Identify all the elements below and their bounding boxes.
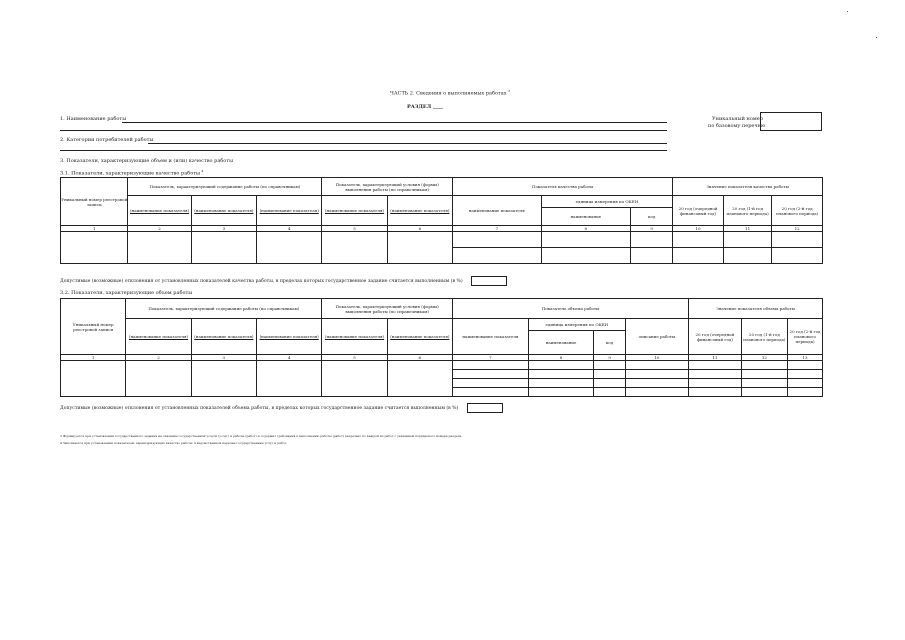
v-group-volume: Показатель объема работы xyxy=(452,299,688,319)
q-sub-name: (наименование показателя) xyxy=(257,196,322,226)
v-group-content: Показатель, характеризующий содержание работы (по справочникам) xyxy=(126,299,322,319)
quality-table xyxy=(60,177,823,264)
v-num: 7 xyxy=(452,355,528,361)
v-sub-name: (наименование показателя) xyxy=(191,319,256,355)
work-name-line-2 xyxy=(60,130,667,131)
v-num: 1 xyxy=(61,355,126,361)
quality-label-text: 3.1. Показатели, характеризующие качество работы xyxy=(60,170,200,177)
v-sub-name: (наименование показателя) xyxy=(322,319,387,355)
v-year-first: 20 год (1-й год планового периода) xyxy=(741,319,787,355)
v-data-cell[interactable] xyxy=(788,370,823,379)
v-data-cell[interactable] xyxy=(788,379,823,388)
part-title xyxy=(390,88,510,97)
v-data-cell[interactable] xyxy=(625,361,688,370)
quality-deviation-label: Допустимые (возможные) отклонения от установленных показателей качества работы, в пределах которых государственное задание считается выполненным (в %) xyxy=(60,279,463,284)
v-data-cell[interactable] xyxy=(594,361,626,370)
q-data-cell[interactable] xyxy=(673,248,724,264)
part-title-text: ЧАСТЬ 2. Сведения о выполняемых работах xyxy=(390,90,507,97)
q-data-cell[interactable] xyxy=(723,232,771,248)
v-data-cell[interactable] xyxy=(452,370,528,379)
q-num: 12 xyxy=(772,226,823,232)
scan-speck xyxy=(847,11,848,12)
q-num: 11 xyxy=(723,226,771,232)
v-data-cell[interactable] xyxy=(594,388,626,397)
v-data-cell[interactable] xyxy=(741,379,787,388)
v-data-cell[interactable] xyxy=(528,361,593,370)
unique-number-label-1: Уникальный номер xyxy=(712,116,763,122)
v-data-cell[interactable] xyxy=(741,370,787,379)
v-okei-name: наименование xyxy=(528,331,593,355)
q-data-cell[interactable] xyxy=(541,232,631,248)
v-data-cell[interactable] xyxy=(625,370,688,379)
q-num: 4 xyxy=(257,226,322,232)
q-sub-name: (наименование показателя) xyxy=(387,196,452,226)
v-data-cell[interactable] xyxy=(788,361,823,370)
volume-table xyxy=(60,298,823,397)
v-data-cell[interactable] xyxy=(689,370,742,379)
consumers-line-2 xyxy=(60,150,667,151)
v-data-cell[interactable] xyxy=(741,361,787,370)
q-group-quality: Показатель качества работы xyxy=(453,178,673,196)
footnote-3: 3 Формируется при установлении государственного задания на оказание государственной услуги (услуг) и работы (работ) и содержит требования к выполнению работы (работ) раздельно по каждой из работ с указанием порядкового номера раздела. xyxy=(60,434,463,438)
v-data-cell[interactable] xyxy=(625,388,688,397)
q-data-cell[interactable] xyxy=(453,232,542,248)
q-indicator-name: наименование показателя xyxy=(453,196,542,226)
unique-number-label-2: по базовому перечню xyxy=(708,123,766,129)
q-num: 7 xyxy=(453,226,542,232)
v-num: 2 xyxy=(126,355,191,361)
q-col-unique: Уникальный номер реестровой записи xyxy=(61,178,128,226)
q-okei-name: наименование xyxy=(541,208,631,226)
v-group-values: Значение показателя объема работы xyxy=(689,299,823,319)
v-data-cell[interactable] xyxy=(689,361,742,370)
v-num: 13 xyxy=(788,355,823,361)
q-data-cell[interactable] xyxy=(257,232,322,264)
q-data-cell[interactable] xyxy=(631,232,673,248)
v-num: 12 xyxy=(741,355,787,361)
scan-speck xyxy=(876,37,877,38)
v-okei: единица измерения по ОКЕИ xyxy=(528,319,625,331)
v-data-cell[interactable] xyxy=(452,388,528,397)
q-data-cell[interactable] xyxy=(541,248,631,264)
v-data-cell[interactable] xyxy=(788,388,823,397)
q-num: 1 xyxy=(61,226,128,232)
consumers-line xyxy=(148,143,667,144)
v-data-cell[interactable] xyxy=(452,379,528,388)
q-data-cell[interactable] xyxy=(191,232,256,264)
v-indicator-name: наименование показателя xyxy=(452,319,528,355)
v-num: 10 xyxy=(625,355,688,361)
q-data-cell[interactable] xyxy=(387,232,452,264)
v-sub-name: (наименование показателя) xyxy=(387,319,452,355)
quality-label-footnote: 4 xyxy=(201,169,204,173)
v-data-cell[interactable] xyxy=(528,370,593,379)
v-num: 6 xyxy=(387,355,452,361)
q-num: 8 xyxy=(541,226,631,232)
q-num: 9 xyxy=(631,226,673,232)
footnote-4: 4 Заполняется при установлении показателей, характеризующих качество работы, в ведомственном перечне государственных услуг и работ. xyxy=(60,441,288,445)
q-num: 6 xyxy=(387,226,452,232)
q-group-values: Значение показателя качества работы xyxy=(673,178,823,196)
v-num: 8 xyxy=(528,355,593,361)
v-num: 4 xyxy=(256,355,321,361)
q-data-cell[interactable] xyxy=(723,248,771,264)
q-sub-name: (наименование показателя) xyxy=(322,196,387,226)
volume-deviation-box[interactable] xyxy=(467,403,503,413)
v-year-second: 20 год (2-й год планового периода) xyxy=(788,319,823,355)
q-num: 10 xyxy=(673,226,724,232)
v-num: 11 xyxy=(689,355,742,361)
q-num: 3 xyxy=(191,226,256,232)
q-data-cell[interactable] xyxy=(61,232,128,264)
v-data-cell[interactable] xyxy=(452,361,528,370)
v-num: 3 xyxy=(191,355,256,361)
v-data-cell[interactable] xyxy=(126,361,191,397)
q-data-cell[interactable] xyxy=(322,232,387,264)
v-data-cell[interactable] xyxy=(61,361,126,397)
volume-label: 3.2. Показатели, характеризующие объем работы xyxy=(60,290,193,296)
v-data-cell[interactable] xyxy=(256,361,321,397)
v-num: 5 xyxy=(322,355,387,361)
q-okei-code: код xyxy=(631,208,673,226)
v-num: 9 xyxy=(594,355,626,361)
v-col-unique: Уникальный номер реестровой записи xyxy=(61,299,126,355)
q-year-first: 20 год (1-й год планового периода) xyxy=(723,196,771,226)
v-data-cell[interactable] xyxy=(689,379,742,388)
q-sub-name: (наименование показателя) xyxy=(128,196,191,226)
section-title: РАЗДЕЛ ____ xyxy=(407,104,443,110)
v-data-cell[interactable] xyxy=(387,361,452,397)
unique-number-box[interactable] xyxy=(760,112,822,131)
q-data-cell[interactable] xyxy=(631,248,673,264)
v-data-cell[interactable] xyxy=(322,361,387,397)
v-data-cell[interactable] xyxy=(741,388,787,397)
v-work-description: описание работы xyxy=(625,319,688,355)
v-data-cell[interactable] xyxy=(528,379,593,388)
v-okei-code: код xyxy=(594,331,626,355)
v-sub-name: (наименование показателя) xyxy=(256,319,321,355)
work-name-label: 1. Наименование работы xyxy=(60,116,127,122)
q-group-content: Показатель, характеризующий содержание работы (по справочникам) xyxy=(128,178,322,196)
q-okei: единица измерения по ОКЕИ xyxy=(541,196,673,208)
part-title-footnote: 3 xyxy=(508,89,511,93)
v-year-current: 20 год (очередной финансовый год) xyxy=(689,319,742,355)
q-data-cell[interactable] xyxy=(673,232,724,248)
quality-label xyxy=(60,168,203,177)
v-data-cell[interactable] xyxy=(528,388,593,397)
v-group-conditions: Показатель, характеризующий условия (формы) выполнения работы (по справочникам) xyxy=(322,299,453,319)
consumers-label: 2. Категории потребителей работы xyxy=(60,137,154,143)
q-year-current: 20 год (очередной финансовый год) xyxy=(673,196,724,226)
q-sub-name: (наименование показателя) xyxy=(191,196,256,226)
v-data-cell[interactable] xyxy=(594,370,626,379)
q-data-cell[interactable] xyxy=(453,248,542,264)
v-sub-name: (наименование показателя) xyxy=(126,319,191,355)
q-num: 2 xyxy=(128,226,191,232)
v-data-cell[interactable] xyxy=(689,388,742,397)
q-data-cell[interactable] xyxy=(128,232,191,264)
q-num: 5 xyxy=(322,226,387,232)
q-data-cell[interactable] xyxy=(772,248,823,264)
v-data-cell[interactable] xyxy=(191,361,256,397)
indicators-label: 3. Показатели, характеризующие объем и (или) качество работы xyxy=(60,158,234,164)
volume-deviation-label: Допустимые (возможные) отклонения от установленных показателей объема работы, в пределах которых государственное задание считается выполненным (в %) xyxy=(60,406,459,411)
quality-deviation-box[interactable] xyxy=(471,276,507,286)
q-year-second: 20 год (2-й год планового периода) xyxy=(772,196,823,226)
work-name-line xyxy=(122,122,667,123)
v-data-cell[interactable] xyxy=(594,379,626,388)
q-group-conditions: Показатель, характеризующий условия (формы) выполнения работы (по справочникам) xyxy=(322,178,453,196)
q-data-cell[interactable] xyxy=(772,232,823,248)
v-data-cell[interactable] xyxy=(625,379,688,388)
